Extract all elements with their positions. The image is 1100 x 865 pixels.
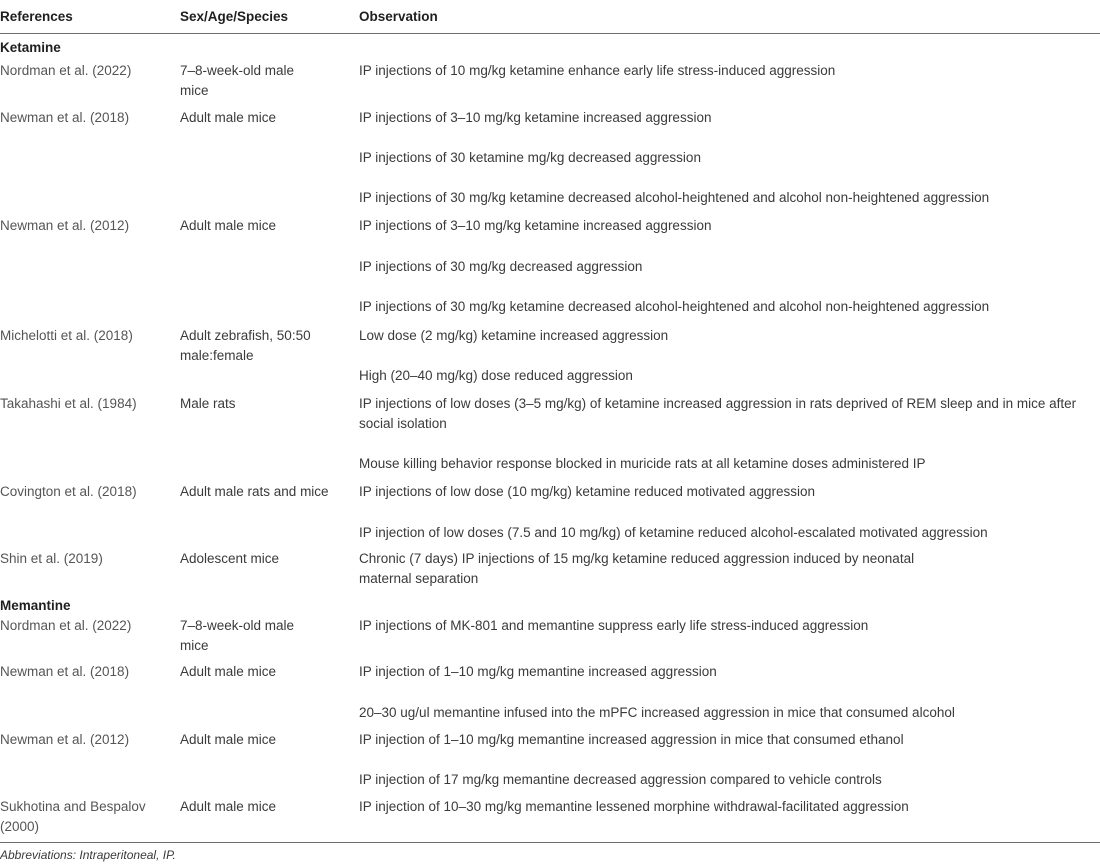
table-header-row	[0, 0, 1100, 34]
table-cell-reference: Nordman et al. (2022)	[0, 63, 132, 78]
table-cell-sex-age-species: Adult male mice	[180, 110, 277, 125]
table-cell-sex-age-species: Adolescent mice	[180, 551, 280, 566]
table-cell-observation: IP injections of 10 mg/kg ketamine enhance early life stress-induced aggression	[359, 63, 836, 78]
table-cell-observation: IP injection of 1–10 mg/kg memantine increased aggression in mice that consumed ethanol	[359, 732, 904, 747]
table-cell-reference: Sukhotina and Bespalov (2000)	[0, 799, 146, 834]
table-cell-observation: IP injections of 30 mg/kg ketamine decreased alcohol-heightened and alcohol non-heightened aggression	[359, 299, 990, 314]
table-cell-reference: Michelotti et al. (2018)	[0, 328, 133, 343]
table-cell-observation: Chronic (7 days) IP injections of 15 mg/kg ketamine reduced aggression induced by neonatal maternal separation	[359, 551, 915, 586]
table-cell-observation: IP injections of 30 ketamine mg/kg decreased aggression	[359, 150, 701, 165]
header-observation: Observation	[359, 9, 438, 24]
table-cell-reference: Newman et al. (2018)	[0, 664, 130, 679]
table-cell-observation: IP injection of 10–30 mg/kg memantine lessened morphine withdrawal-facilitated aggression	[359, 799, 909, 814]
table-cell-observation: IP injections of 3–10 mg/kg ketamine increased aggression	[359, 218, 712, 233]
table-footnote: Abbreviations: Intraperitoneal, IP.	[0, 848, 176, 862]
table-cell-sex-age-species: Adult zebrafish, 50:50 male:female	[180, 328, 311, 363]
table-cell-reference: Nordman et al. (2022)	[0, 618, 132, 633]
table-cell-observation: IP injection of low doses (7.5 and 10 mg/kg) of ketamine reduced alcohol-escalated motivated aggression	[359, 525, 988, 540]
table-cell-sex-age-species: Adult male mice	[180, 664, 277, 679]
section-title-ketamine: Ketamine	[0, 40, 61, 55]
table-cell-sex-age-species: Adult male rats and mice	[180, 484, 329, 499]
table-cell-reference: Newman et al. (2012)	[0, 732, 130, 747]
table-cell-sex-age-species: Adult male mice	[180, 218, 277, 233]
table-cell-sex-age-species: 7–8-week-old male mice	[180, 618, 295, 653]
table-cell-sex-age-species: Adult male mice	[180, 732, 277, 747]
table-cell-sex-age-species: Male rats	[180, 396, 236, 411]
table-cell-observation: IP injections of low doses (3–5 mg/kg) of ketamine increased aggression in rats deprived of REM sleep and in mice after social isolation	[359, 396, 1077, 431]
table-cell-observation: High (20–40 mg/kg) dose reduced aggression	[359, 368, 633, 383]
header-references: References	[0, 9, 73, 24]
table-cell-reference: Takahashi et al. (1984)	[0, 396, 137, 411]
section-title-memantine: Memantine	[0, 598, 71, 613]
table-cell-reference: Newman et al. (2018)	[0, 110, 130, 125]
table-cell-observation: Low dose (2 mg/kg) ketamine increased aggression	[359, 328, 669, 343]
table-cell-observation: IP injections of 30 mg/kg decreased aggression	[359, 259, 643, 274]
table-cell-reference: Shin et al. (2019)	[0, 551, 103, 566]
table-bottom-rule	[0, 842, 1100, 843]
table-cell-observation: IP injection of 17 mg/kg memantine decreased aggression compared to vehicle controls	[359, 772, 882, 787]
table-cell-reference: Newman et al. (2012)	[0, 218, 130, 233]
table-cell-sex-age-species: 7–8-week-old male mice	[180, 63, 295, 98]
table-cell-observation: IP injections of low dose (10 mg/kg) ketamine reduced motivated aggression	[359, 484, 815, 499]
table-cell-sex-age-species: Adult male mice	[180, 799, 277, 814]
table-cell-observation: IP injections of MK-801 and memantine suppress early life stress-induced aggression	[359, 618, 869, 633]
table-cell-observation: IP injection of 1–10 mg/kg memantine increased aggression	[359, 664, 717, 679]
table-cell-observation: IP injections of 3–10 mg/kg ketamine increased aggression	[359, 110, 712, 125]
table-cell-observation: 20–30 ug/ul memantine infused into the mPFC increased aggression in mice that consumed alcohol	[359, 705, 955, 720]
table-cell-reference: Covington et al. (2018)	[0, 484, 137, 499]
table-cell-observation: IP injections of 30 mg/kg ketamine decreased alcohol-heightened and alcohol non-heightened aggression	[359, 190, 990, 205]
table-body	[0, 34, 1100, 839]
table-cell-observation: Mouse killing behavior response blocked in muricide rats at all ketamine doses administered IP	[359, 456, 926, 471]
header-sex-age-species: Sex/Age/Species	[180, 9, 289, 24]
